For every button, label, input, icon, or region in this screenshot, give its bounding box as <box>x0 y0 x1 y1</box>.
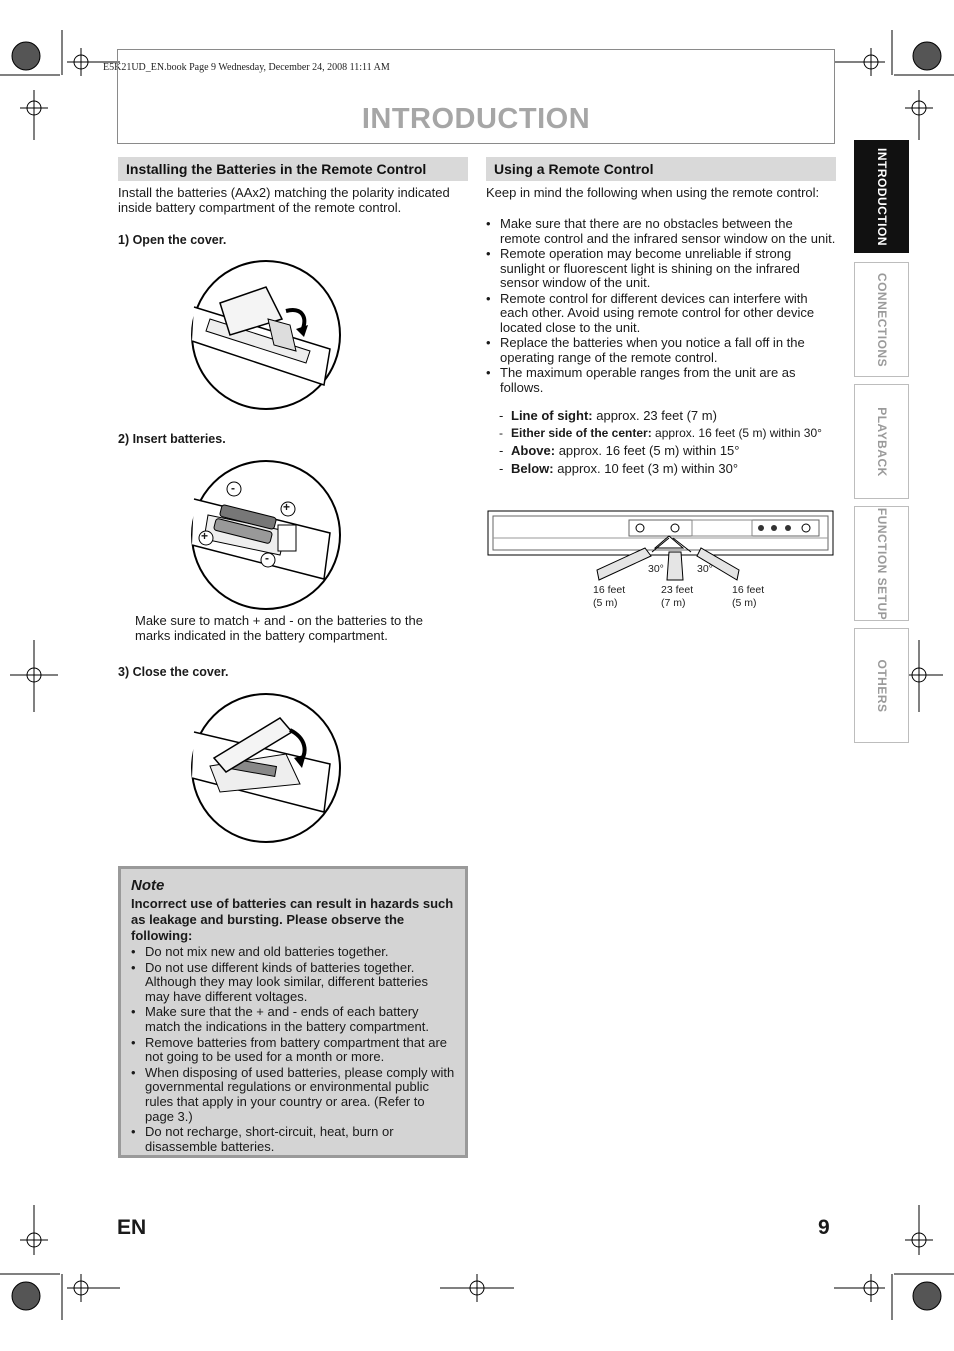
tab-connections[interactable]: CONNECTIONS <box>854 262 909 377</box>
polarity-plus-label: + <box>283 500 291 514</box>
range-line-of-sight: - Line of sight: approx. 23 feet (7 m) <box>499 408 717 423</box>
remote-section-heading: Using a Remote Control <box>486 157 836 181</box>
angle-right-label: 30° <box>697 563 713 575</box>
step-insert-batteries: 2) Insert batteries. <box>118 432 226 446</box>
page-number: 9 <box>818 1216 830 1239</box>
note-item: • Do not mix new and old batteries together. <box>131 945 455 960</box>
note-item: • Remove batteries from battery compartment that are not going to be used for a month or more. <box>131 1036 455 1065</box>
range-above: - Above: approx. 16 feet (5 m) within 15° <box>499 443 740 458</box>
note-list <box>131 945 455 1154</box>
note-item: • Make sure that the + and - ends of each battery match the indications in the battery compartment. <box>131 1005 455 1034</box>
step-close-cover: 3) Close the cover. <box>118 665 229 679</box>
remote-tip: • Replace the batteries when you notice a fall off in the operating range of the remote control. <box>486 336 836 365</box>
remote-tip: • Make sure that there are no obstacles between the remote control and the infrared sensor window on the unit. <box>486 217 836 246</box>
polarity-plus-label: + <box>201 529 209 543</box>
page-title: INTRODUCTION <box>361 103 591 135</box>
remote-tip: • The maximum operable ranges from the unit are as follows. <box>486 366 836 395</box>
range-either-side: - Either side of the center: approx. 16 feet (5 m) within 30° <box>499 425 822 440</box>
open-cover-illustration <box>190 259 342 411</box>
range-right-label: 16 feet (5 m) <box>732 584 765 609</box>
battery-section-heading: Installing the Batteries in the Remote Control <box>118 157 468 181</box>
range-list <box>486 407 846 477</box>
print-header-meta: E5K21UD_EN.book Page 9 Wednesday, December 24, 2008 11:11 AM <box>103 62 390 73</box>
remote-tip: • Remote control for different devices can interfere with each other. Avoid using remote control for other device located close to the unit. <box>486 292 836 336</box>
note-box <box>118 866 468 1158</box>
tab-introduction[interactable]: INTRODUCTION <box>854 140 909 253</box>
close-cover-illustration <box>190 692 342 844</box>
battery-intro: Install the batteries (AAx2) matching the polarity indicated inside battery compartment of the remote control. <box>118 185 450 215</box>
remote-tips-list <box>486 217 836 396</box>
tab-function-setup[interactable]: FUNCTION SETUP <box>854 506 909 621</box>
angle-left-label: 30° <box>648 563 664 575</box>
polarity-minus-label: - <box>231 481 235 495</box>
tab-others[interactable]: OTHERS <box>854 628 909 743</box>
range-center-label: 23 feet (7 m) <box>661 584 694 609</box>
note-item: • When disposing of used batteries, please comply with governmental regulations or environmental public rules that apply in your country or area. (Refer to page 3.) <box>131 1066 455 1124</box>
polarity-note: Make sure to match + and - on the batteries to the marks indicated in the battery compartment. <box>135 613 423 643</box>
remote-intro: Keep in mind the following when using the remote control: <box>486 185 820 200</box>
language-label: EN <box>117 1216 147 1239</box>
polarity-minus-label: - <box>265 551 269 565</box>
note-item: • Do not recharge, short-circuit, heat, burn or disassemble batteries. <box>131 1125 455 1154</box>
insert-batteries-illustration <box>190 459 342 611</box>
range-left-label: 16 feet (5 m) <box>593 584 626 609</box>
note-title: Note <box>131 877 165 894</box>
note-warning: Incorrect use of batteries can result in hazards such as leakage and bursting. Please observe the following: <box>131 896 454 943</box>
remote-tip: • Remote operation may become unreliable if strong sunlight or fluorescent light is shining on the infrared sensor window of the unit. <box>486 247 836 291</box>
range-below: - Below: approx. 10 feet (3 m) within 30° <box>499 460 739 476</box>
step-open-cover: 1) Open the cover. <box>118 233 227 247</box>
tab-playback[interactable]: PLAYBACK <box>854 384 909 499</box>
note-item: • Do not use different kinds of batteries together. Although they may look similar, different batteries may have different voltages. <box>131 961 455 1005</box>
